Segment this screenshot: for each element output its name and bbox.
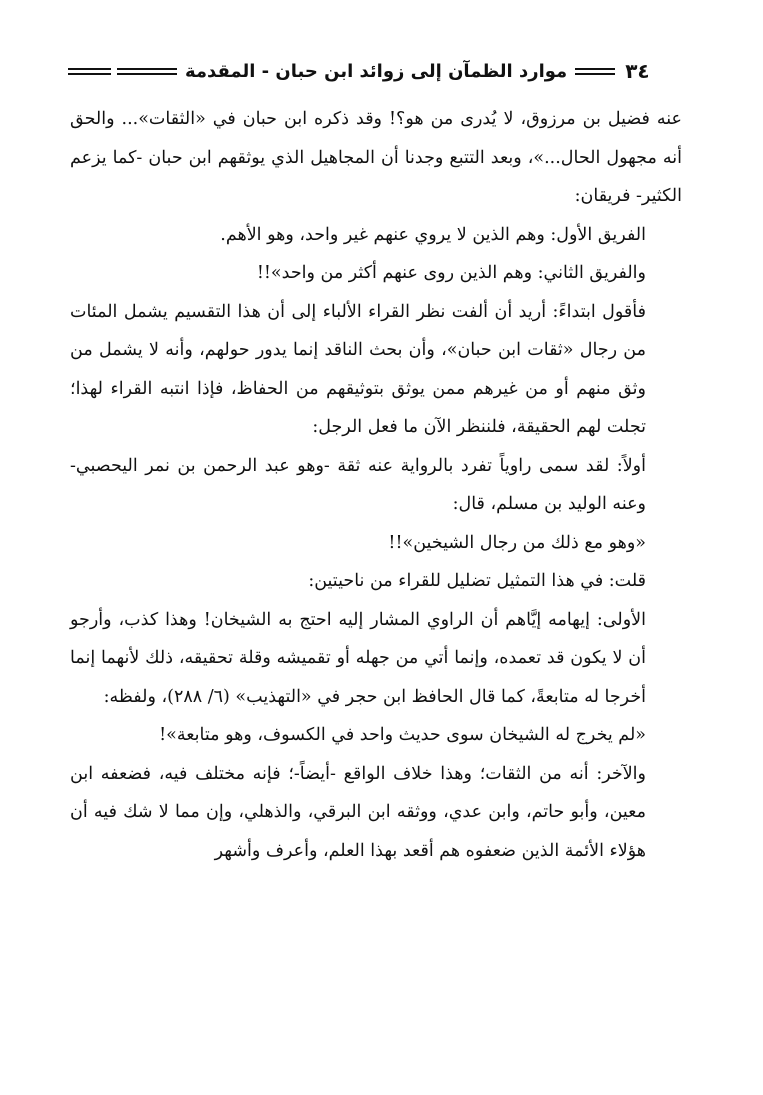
body-text bbox=[70, 100, 682, 870]
paragraph: فأقول ابتداءً: أريد أن ألفت نظر القراء الألباء إلى أن هذا التقسيم يشمل المئات من رجال «ثقات ابن حبان»، وأن بحث الناقد إنما يدور حولهم، وأنه لا يشمل من وثق منهم أو من غيرهم ممن يوثق بتوثيقهم من الحفاظ، فإذا انتبه القراء لهذا؛ تجلت لهم الحقيقة، فلننظر الآن ما فعل الرجل: bbox=[70, 301, 647, 437]
running-title: موارد الظمآن إلى زوائد ابن حبان - المقدمة bbox=[185, 60, 568, 82]
quote-paragraph: «لم يخرج له الشيخان سوى حديث واحد في الكسوف، وهو متابعة»! bbox=[159, 725, 646, 745]
header-rule-middle bbox=[117, 68, 177, 75]
page-header bbox=[68, 50, 683, 92]
paragraph: عنه فضيل بن مرزوق، لا يُدرى من هو؟! وقد ذكره ابن حبان في «الثقات»... والحق أنه مجهول الحال...»، وبعد التتبع وجدنا أن المجاهيل الذي يوثقهم ابن حبان -كما يزعم الكثير- فريقان: bbox=[70, 109, 682, 206]
header-rule-right bbox=[575, 68, 615, 75]
quote-paragraph: «وهو مع ذلك من رجال الشيخين»!! bbox=[388, 532, 646, 553]
paragraph: والآخر: أنه من الثقات؛ وهذا خلاف الواقع -أيضاً-؛ فإنه مختلف فيه، فضعفه ابن معين، وأبو حاتم، وابن عدي، ووثقه ابن البرقي، والذهلي، وإن مما لا شك فيه أن هؤلاء الأئمة الذين ضعفوه هم أقعد بهذا العلم، وأعرف وأشهر bbox=[70, 763, 646, 861]
page-number: ٣٤ bbox=[625, 59, 650, 83]
header-rule-left bbox=[68, 68, 111, 75]
paragraph: قلت: في هذا التمثيل تضليل للقراء من ناحيتين: bbox=[308, 571, 646, 591]
paragraph: الفريق الأول: وهم الذين لا يروي عنهم غير واحد، وهو الأهم. bbox=[220, 224, 646, 245]
paragraph: أولاً: لقد سمى راوياً تفرد بالرواية عنه ثقة -وهو عبد الرحمن بن نمر اليحصبي- وعنه الوليد بن مسلم، قال: bbox=[70, 455, 646, 514]
paragraph: والفريق الثاني: وهم الذين روى عنهم أكثر من واحد»!! bbox=[256, 263, 646, 283]
paragraph: الأولى: إيهامه إيَّاهم أن الراوي المشار إليه احتج به الشيخان! وهذا كذب، وأرجو أن لا يكون قد تعمده، وإنما أتي من جهله أو تقميشه وقلة تحقيقه، ذلك لأنهما إنما أخرجا له متابعةً، كما قال الحافظ ابن حجر في «التهذيب» (٦/ ٢٨٨)، ولفظه: bbox=[70, 609, 646, 707]
